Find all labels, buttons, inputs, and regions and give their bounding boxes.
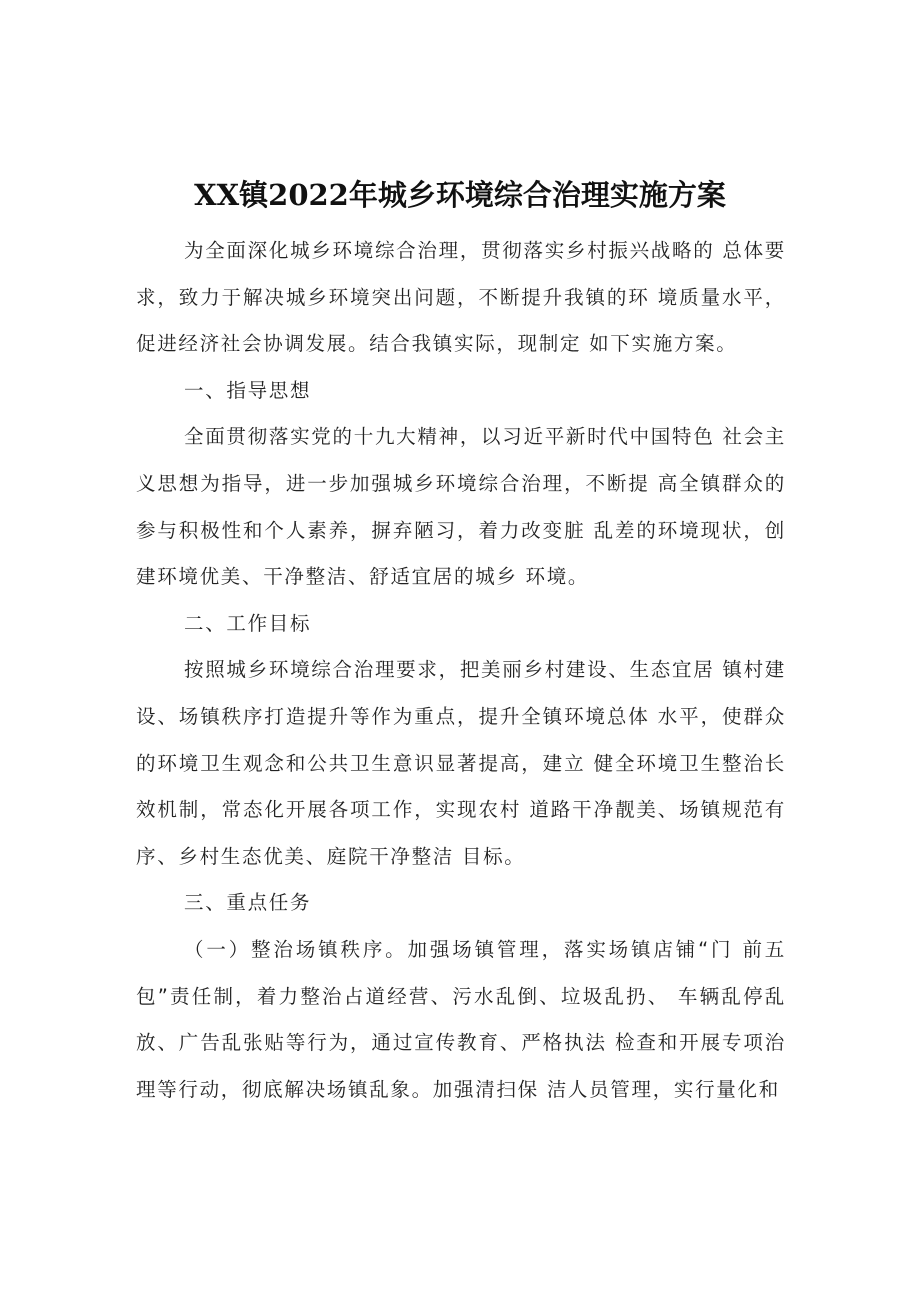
section-heading-key-tasks: 三、重点任务	[184, 891, 312, 915]
document-title: XX镇2022年城乡环境综合治理实施方案	[194, 178, 726, 212]
guiding-ideology-paragraph: 全面贯彻落实党的十九大精神，以习近平新时代中国特色 社会主义思想为指导，进一步加强城乡环境综合治理，不断提 高全镇群众的参与积极性和个人素养，摒弃陋习，着力改变脏 乱差的环境现状，创建环境优美、干净整洁、舒适宜居的城乡 环境。	[136, 425, 786, 589]
section-heading-guiding-ideology: 一、指导思想	[184, 378, 312, 402]
key-tasks-paragraph-1: （一）整治场镇秩序。加强场镇管理，落实场镇店铺“门 前五包”责任制，着力整治占道经营、污水乱倒、垃圾乱扔、 车辆乱停乱放、广告乱张贴等行为，通过宣传教育、严格执法 检查和开展专项治理等行动，彻底解决场镇乱象。加强清扫保 洁人员管理，实行量化和	[136, 937, 786, 1101]
section-heading-work-goals: 二、工作目标	[184, 611, 312, 635]
work-goals-paragraph: 按照城乡环境综合治理要求，把美丽乡村建设、生态宜居 镇村建设、场镇秩序打造提升等作为重点，提升全镇环境总体 水平，使群众的环境卫生观念和公共卫生意识显著提高，建立 健全环境卫生整治长效机制，常态化开展各项工作，实现农村 道路干净靓美、场镇规范有序、乡村生态优美、庭院干净整洁 目标。	[136, 658, 786, 868]
document-body	[136, 228, 786, 1113]
intro-paragraph: 为全面深化城乡环境综合治理，贯彻落实乡村振兴战略的 总体要求，致力于解决城乡环境突出问题，不断提升我镇的环 境质量水平，促进经济社会协调发展。结合我镇实际，现制定 如下实施方案。	[136, 239, 786, 356]
